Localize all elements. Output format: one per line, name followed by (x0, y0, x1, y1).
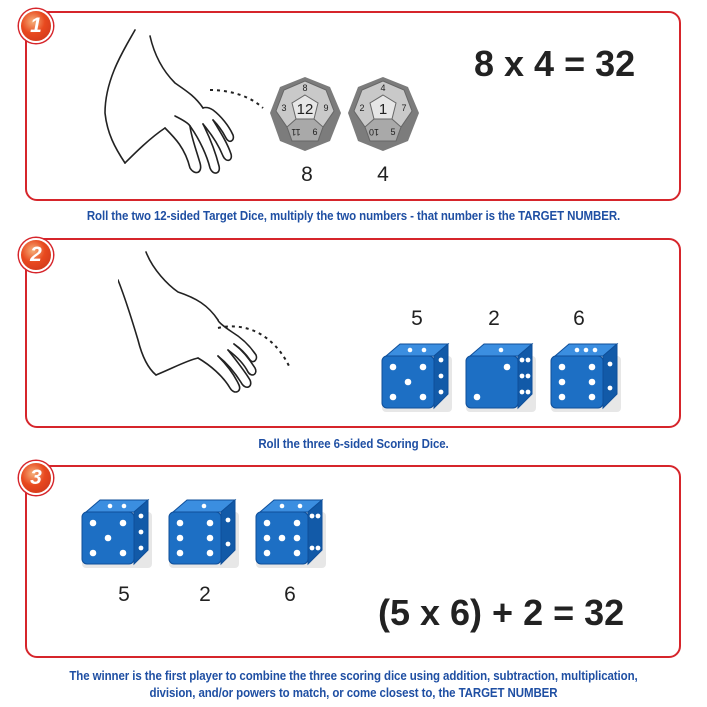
svg-text:12: 12 (296, 101, 314, 118)
svg-text:11: 11 (291, 127, 301, 137)
svg-text:1: 1 (378, 101, 388, 118)
scoring-die-value: 6 (573, 307, 585, 330)
hand-icon (95, 28, 295, 178)
scoring-die-value: 5 (118, 583, 130, 606)
scoring-die (165, 498, 241, 570)
scoring-die-value: 5 (411, 307, 423, 330)
svg-text:9: 9 (323, 103, 329, 113)
d12-die (346, 75, 421, 153)
scoring-die-value: 2 (488, 307, 500, 330)
scoring-die (462, 342, 538, 414)
svg-text:3: 3 (281, 103, 287, 113)
d12-die (268, 75, 343, 153)
scoring-die-value: 2 (199, 583, 211, 606)
svg-text:10: 10 (368, 127, 380, 137)
step-3-badge: 3 (19, 461, 53, 495)
svg-text:4: 4 (380, 83, 386, 93)
svg-text:7: 7 (401, 103, 407, 113)
step-2-caption: Roll the three 6-sided Scoring Dice. (258, 437, 449, 451)
scoring-die-value: 6 (284, 583, 296, 606)
solution-equation: (5 x 6) + 2 = 32 (378, 592, 625, 633)
scoring-die (78, 498, 154, 570)
target-die-value: 8 (301, 163, 313, 186)
scoring-die (547, 342, 623, 414)
step-3-caption-line-2: division, and/or powers to match, or come closest to, the TARGET NUMBER (149, 686, 558, 700)
step-1-badge: 1 (19, 9, 53, 43)
step-1-caption: Roll the two 12-sided Target Dice, multiply the two numbers - that number is the TARGET NUMBER. (86, 209, 621, 223)
step-3-caption-line-1: The winner is the first player to combine the three scoring dice using addition, subtraction, multiplication, (69, 669, 638, 683)
scoring-die (252, 498, 328, 570)
target-die-value: 4 (377, 163, 389, 186)
target-equation: 8 x 4 = 32 (474, 43, 636, 84)
step-2-badge: 2 (19, 238, 53, 272)
scoring-die (378, 342, 454, 414)
svg-text:2: 2 (359, 103, 365, 113)
svg-text:5: 5 (390, 127, 396, 137)
svg-text:6: 6 (312, 127, 318, 137)
svg-text:8: 8 (302, 83, 308, 93)
hand-icon (118, 250, 308, 410)
